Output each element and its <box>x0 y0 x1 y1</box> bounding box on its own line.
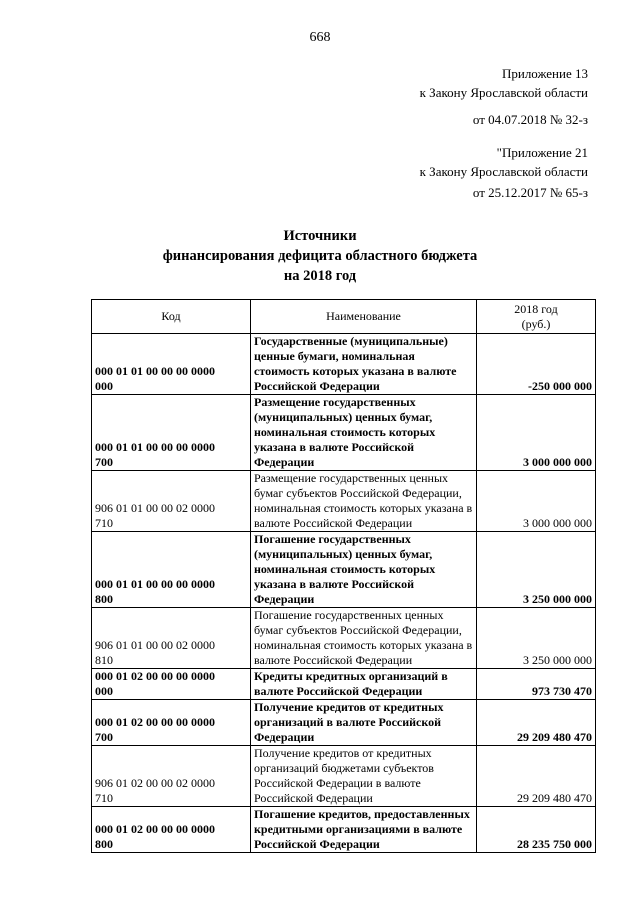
document-title <box>0 226 640 286</box>
header-unit-label: (руб.) <box>521 316 551 331</box>
table-row <box>92 669 596 700</box>
row-code <box>92 471 251 532</box>
table-row <box>92 807 596 853</box>
row-name: Размещение государственных ценных бумаг субъектов Российской Федерации, номинальная стоимость которых указана в валюте Российской Федерации <box>251 471 477 532</box>
title-line-3: на 2018 год <box>283 268 357 284</box>
row-code-suffix: 710 <box>95 516 113 530</box>
row-name: Погашение кредитов, предоставленных кредитными организациями в валюте Российской Федерации <box>251 807 477 853</box>
row-code <box>92 669 251 700</box>
header-name: Наименование <box>251 300 477 334</box>
annex-old-law: к Закону Ярославской области <box>419 164 588 179</box>
annex-new-block <box>420 64 588 129</box>
row-code <box>92 746 251 807</box>
row-name: Получение кредитов от кредитных организаций бюджетами субъектов Российской Федерации в валюте Российской Федерации <box>251 746 477 807</box>
row-code-main: 000 01 01 00 00 00 0000 <box>95 577 215 591</box>
row-amount: 3 000 000 000 <box>477 395 596 471</box>
header-year-label: 2018 год <box>514 301 558 316</box>
table-row <box>92 532 596 608</box>
table-row <box>92 746 596 807</box>
row-name: Государственные (муниципальные) ценные бумаги, номинальная стоимость которых указана в валюте Российской Федерации <box>251 334 477 395</box>
row-amount: 29 209 480 470 <box>477 700 596 746</box>
row-code-main: 000 01 02 00 00 00 0000 <box>95 669 215 683</box>
row-code <box>92 395 251 471</box>
table-row <box>92 608 596 669</box>
row-amount: -250 000 000 <box>477 334 596 395</box>
row-code-main: 000 01 02 00 00 00 0000 <box>95 822 215 836</box>
annex-new-date: от 04.07.2018 № 32-з <box>472 112 588 127</box>
annex-new-law: к Закону Ярославской области <box>419 85 588 100</box>
row-amount: 973 730 470 <box>477 669 596 700</box>
row-code <box>92 700 251 746</box>
page-number: 668 <box>309 30 331 45</box>
header-code: Код <box>92 300 251 334</box>
title-line-1: Источники <box>283 228 357 244</box>
row-code-main: 906 01 01 00 00 02 0000 <box>95 501 215 515</box>
table-row <box>92 395 596 471</box>
table-row <box>92 334 596 395</box>
row-code-suffix: 700 <box>95 455 113 469</box>
table-header-row <box>92 300 596 334</box>
row-code-suffix: 800 <box>95 592 113 606</box>
row-code <box>92 532 251 608</box>
row-code-suffix: 000 <box>95 684 113 698</box>
row-code-suffix: 810 <box>95 653 113 667</box>
row-amount: 29 209 480 470 <box>477 746 596 807</box>
annex-old-title: "Приложение 21 <box>496 145 588 160</box>
row-code-suffix: 800 <box>95 837 113 851</box>
row-code-main: 000 01 01 00 00 00 0000 <box>95 364 215 378</box>
row-name: Погашение государственных ценных бумаг субъектов Российской Федерации, номинальная стоимость которых указана в валюте Российской Федерации <box>251 608 477 669</box>
annex-old-block <box>420 143 588 202</box>
row-code-main: 906 01 01 00 00 02 0000 <box>95 638 215 652</box>
row-code-suffix: 700 <box>95 730 113 744</box>
row-name: Размещение государственных (муниципальных) ценных бумаг, номинальная стоимость которых указана в валюте Российской Федерации <box>251 395 477 471</box>
title-line-2: финансирования дефицита областного бюджета <box>162 248 478 264</box>
row-code <box>92 807 251 853</box>
row-code-suffix: 000 <box>95 379 113 393</box>
row-amount: 3 250 000 000 <box>477 532 596 608</box>
row-code-main: 000 01 02 00 00 00 0000 <box>95 715 215 729</box>
row-code-suffix: 710 <box>95 791 113 805</box>
row-name: Кредиты кредитных организаций в валюте Российской Федерации <box>251 669 477 700</box>
row-name: Погашение государственных (муниципальных) ценных бумаг, номинальная стоимость которых указана в валюте Российской Федерации <box>251 532 477 608</box>
table-row <box>92 471 596 532</box>
row-code-main: 000 01 01 00 00 00 0000 <box>95 440 215 454</box>
row-code-main: 906 01 02 00 00 02 0000 <box>95 776 215 790</box>
row-amount: 3 000 000 000 <box>477 471 596 532</box>
row-code <box>92 334 251 395</box>
table-row <box>92 700 596 746</box>
row-amount: 3 250 000 000 <box>477 608 596 669</box>
row-name: Получение кредитов от кредитных организаций в валюте Российской Федерации <box>251 700 477 746</box>
budget-sources-table <box>91 299 596 853</box>
row-amount: 28 235 750 000 <box>477 807 596 853</box>
header-year <box>477 300 596 334</box>
row-code <box>92 608 251 669</box>
annex-new-title: Приложение 13 <box>501 66 588 81</box>
annex-old-date: от 25.12.2017 № 65-з <box>472 185 588 200</box>
